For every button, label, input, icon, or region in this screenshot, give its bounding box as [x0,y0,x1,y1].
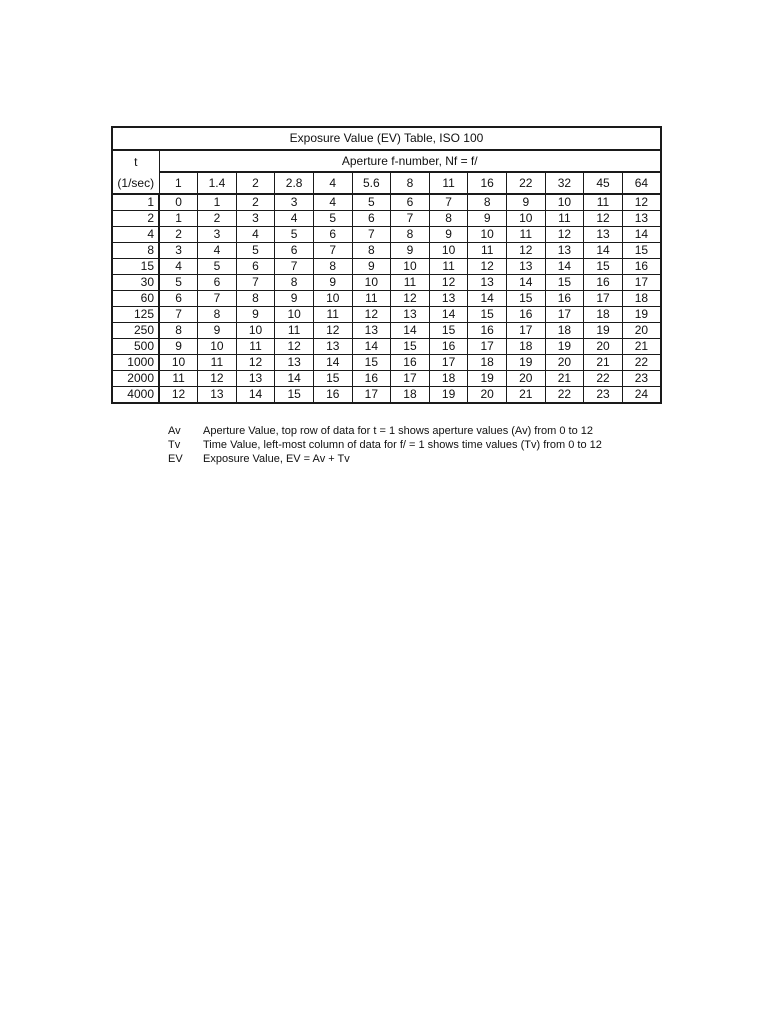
ev-cell: 12 [352,307,391,323]
ev-cell: 16 [313,387,352,404]
ev-cell: 17 [429,355,468,371]
ev-cell: 17 [545,307,584,323]
ev-cell: 17 [468,339,507,355]
table-row [112,211,661,227]
ev-cell: 15 [275,387,314,404]
ev-cell: 13 [236,371,275,387]
ev-cell: 14 [236,387,275,404]
legend-item [168,424,602,438]
ev-cell: 11 [352,291,391,307]
ev-cell: 16 [391,355,430,371]
ev-cell: 14 [545,259,584,275]
f-number-header: 2 [236,172,275,194]
ev-cell: 11 [275,323,314,339]
ev-cell: 15 [584,259,623,275]
ev-cell: 8 [429,211,468,227]
t-unit: (1/sec) [112,172,159,194]
ev-cell: 19 [468,371,507,387]
ev-cell: 13 [352,323,391,339]
f-number-header: 11 [429,172,468,194]
ev-cell: 20 [506,371,545,387]
ev-cell: 14 [429,307,468,323]
f-number-header: 1.4 [198,172,237,194]
ev-cell: 7 [159,307,198,323]
shutter-time-cell: 1 [112,194,159,211]
ev-cell: 6 [159,291,198,307]
ev-cell: 4 [236,227,275,243]
ev-cell: 14 [275,371,314,387]
ev-cell: 19 [429,387,468,404]
ev-cell: 7 [352,227,391,243]
shutter-time-cell: 15 [112,259,159,275]
table-row [112,371,661,387]
f-number-header: 22 [506,172,545,194]
ev-cell: 13 [584,227,623,243]
ev-cell: 18 [429,371,468,387]
ev-cell: 5 [236,243,275,259]
legend-text: Aperture Value, top row of data for t = 1 shows aperture values (Av) from 0 to 12 [203,425,593,437]
ev-cell: 4 [198,243,237,259]
ev-cell: 4 [313,194,352,211]
ev-cell: 9 [275,291,314,307]
ev-cell: 16 [352,371,391,387]
ev-cell: 13 [468,275,507,291]
ev-cell: 13 [198,387,237,404]
ev-cell: 19 [545,339,584,355]
ev-cell: 12 [584,211,623,227]
f-number-header-row [112,172,661,194]
ev-cell: 18 [545,323,584,339]
table-row [112,355,661,371]
ev-cell: 13 [313,339,352,355]
ev-cell: 9 [429,227,468,243]
ev-cell: 11 [545,211,584,227]
ev-cell: 2 [236,194,275,211]
ev-cell: 12 [506,243,545,259]
ev-cell: 1 [198,194,237,211]
table-row [112,194,661,211]
ev-cell: 17 [352,387,391,404]
ev-cell: 21 [545,371,584,387]
ev-cell: 9 [313,275,352,291]
legend-item [168,438,602,452]
ev-cell: 8 [391,227,430,243]
table-row [112,259,661,275]
legend [168,424,602,466]
ev-cell: 8 [275,275,314,291]
ev-cell: 11 [468,243,507,259]
ev-cell: 13 [391,307,430,323]
ev-cell: 9 [468,211,507,227]
ev-cell: 20 [468,387,507,404]
ev-cell: 13 [429,291,468,307]
ev-cell: 10 [468,227,507,243]
ev-cell: 10 [506,211,545,227]
ev-cell: 4 [159,259,198,275]
ev-cell: 12 [313,323,352,339]
ev-cell: 8 [159,323,198,339]
ev-cell: 3 [198,227,237,243]
ev-cell: 14 [352,339,391,355]
f-number-header: 32 [545,172,584,194]
ev-cell: 22 [584,371,623,387]
ev-cell: 15 [429,323,468,339]
ev-cell: 20 [622,323,661,339]
ev-cell: 7 [429,194,468,211]
ev-cell: 16 [545,291,584,307]
ev-cell: 11 [159,371,198,387]
legend-text: Time Value, left-most column of data for f/ = 1 shows time values (Tv) from 0 to 12 [203,439,602,451]
legend-item [168,452,602,466]
shutter-time-cell: 250 [112,323,159,339]
ev-cell: 9 [159,339,198,355]
ev-cell: 15 [313,371,352,387]
ev-cell: 17 [584,291,623,307]
ev-cell: 7 [391,211,430,227]
ev-cell: 24 [634,387,649,401]
f-number-header: 5.6 [352,172,391,194]
ev-cell: 15 [545,275,584,291]
ev-cell: 6 [198,275,237,291]
ev-cell: 15 [622,243,661,259]
ev-cell: 14 [313,355,352,371]
ev-cell: 12 [622,194,661,211]
ev-cell: 19 [506,355,545,371]
ev-cell: 18 [506,339,545,355]
ev-cell: 16 [506,307,545,323]
table-row [112,323,661,339]
ev-cell: 13 [275,355,314,371]
ev-cell: 15 [391,339,430,355]
ev-cell: 8 [468,194,507,211]
ev-cell: 5 [352,194,391,211]
ev-cell: 22 [622,355,661,371]
table-row [112,339,661,355]
ev-cell: 15 [468,307,507,323]
ev-cell: 16 [584,275,623,291]
ev-cell: 10 [545,194,584,211]
shutter-time-cell: 30 [112,275,159,291]
ev-cell: 11 [313,307,352,323]
ev-cell: 14 [391,323,430,339]
ev-cell: 10 [391,259,430,275]
ev-cell: 17 [506,323,545,339]
table-row [112,291,661,307]
ev-cell: 11 [506,227,545,243]
ev-cell: 6 [313,227,352,243]
shutter-time-cell: 2 [112,211,159,227]
ev-cell: 13 [506,259,545,275]
ev-cell: 7 [313,243,352,259]
table-row [112,275,661,291]
ev-cell: 11 [236,339,275,355]
ev-cell: 12 [468,259,507,275]
shutter-time-cell: 8 [112,243,159,259]
ev-cell: 3 [159,243,198,259]
header-row-1 [112,150,661,172]
ev-cell: 19 [584,323,623,339]
ev-cell: 13 [545,243,584,259]
ev-cell: 21 [506,387,545,404]
ev-table [111,126,662,404]
ev-cell: 2 [198,211,237,227]
ev-cell: 20 [545,355,584,371]
ev-cell: 5 [313,211,352,227]
ev-cell: 17 [391,371,430,387]
ev-cell: 12 [545,227,584,243]
f-number-header: 1 [159,172,198,194]
ev-cell: 7 [236,275,275,291]
ev-cell: 11 [391,275,430,291]
table-row [112,307,661,323]
t-label: t [112,150,159,172]
ev-cell: 21 [622,339,661,355]
ev-cell: 1 [159,211,198,227]
ev-cell: 6 [275,243,314,259]
ev-cell: 23 [584,387,623,404]
shutter-time-cell: 125 [112,307,159,323]
table-row [112,387,661,404]
ev-cell: 8 [236,291,275,307]
f-number-header: 64 [622,172,661,194]
table-row [112,227,661,243]
shutter-time-cell: 4000 [112,387,159,404]
ev-cell: 8 [352,243,391,259]
ev-cell: 11 [584,194,623,211]
ev-cell: 5 [275,227,314,243]
ev-cell: 0 [159,194,198,211]
ev-cell: 10 [429,243,468,259]
f-number-header: 16 [468,172,507,194]
ev-cell: 19 [622,307,661,323]
ev-cell: 12 [391,291,430,307]
legend-abbr: EV [168,453,183,465]
ev-cell: 6 [236,259,275,275]
shutter-time-cell: 60 [112,291,159,307]
ev-cell: 14 [622,227,661,243]
ev-cell: 12 [198,371,237,387]
ev-cell: 21 [584,355,623,371]
ev-cell: 12 [275,339,314,355]
ev-cell: 2 [159,227,198,243]
ev-cell: 10 [352,275,391,291]
ev-cell: 7 [198,291,237,307]
ev-cell: 3 [275,194,314,211]
ev-cell: 10 [198,339,237,355]
ev-cell: 9 [236,307,275,323]
legend-abbr: Av [168,425,181,437]
ev-cell: 15 [352,355,391,371]
shutter-time-cell: 500 [112,339,159,355]
ev-cell: 20 [584,339,623,355]
ev-cell: 16 [429,339,468,355]
ev-cell: 11 [429,259,468,275]
table-title: Exposure Value (EV) Table, ISO 100 [112,127,661,150]
ev-cell: 16 [622,259,661,275]
table-title-row [112,127,661,150]
ev-cell: 10 [236,323,275,339]
ev-cell: 5 [159,275,198,291]
ev-cell: 7 [275,259,314,275]
aperture-title: Aperture f-number, Nf = f/ [159,150,661,172]
ev-cell: 3 [236,211,275,227]
ev-cell: 12 [429,275,468,291]
ev-cell: 6 [391,194,430,211]
ev-cell: 14 [506,275,545,291]
shutter-time-cell: 2000 [112,371,159,387]
ev-cell: 5 [198,259,237,275]
ev-cell: 18 [468,355,507,371]
ev-cell: 23 [622,371,661,387]
ev-cell: 9 [506,194,545,211]
ev-cell: 17 [622,275,661,291]
ev-cell: 18 [622,291,661,307]
ev-cell: 8 [313,259,352,275]
ev-cell: 4 [275,211,314,227]
ev-cell: 14 [468,291,507,307]
ev-cell: 12 [236,355,275,371]
ev-cell: 9 [391,243,430,259]
ev-cell: 15 [506,291,545,307]
ev-cell: 18 [584,307,623,323]
ev-cell: 9 [198,323,237,339]
f-number-header: 45 [584,172,623,194]
ev-cell: 22 [545,387,584,404]
ev-cell: 12 [159,387,198,404]
shutter-time-cell: 1000 [112,355,159,371]
shutter-time-cell: 4 [112,227,159,243]
ev-cell: 16 [468,323,507,339]
legend-abbr: Tv [168,439,181,451]
ev-cell: 10 [159,355,198,371]
ev-cell: 8 [198,307,237,323]
ev-cell: 10 [275,307,314,323]
legend-text: Exposure Value, EV = Av + Tv [203,453,350,465]
ev-cell: 18 [391,387,430,404]
table-row [112,243,661,259]
ev-cell: 13 [622,211,661,227]
f-number-header: 2.8 [275,172,314,194]
ev-cell: 11 [198,355,237,371]
f-number-header: 8 [391,172,430,194]
f-number-header: 4 [313,172,352,194]
ev-cell: 9 [352,259,391,275]
ev-cell: 10 [313,291,352,307]
ev-cell: 14 [584,243,623,259]
ev-cell: 6 [352,211,391,227]
